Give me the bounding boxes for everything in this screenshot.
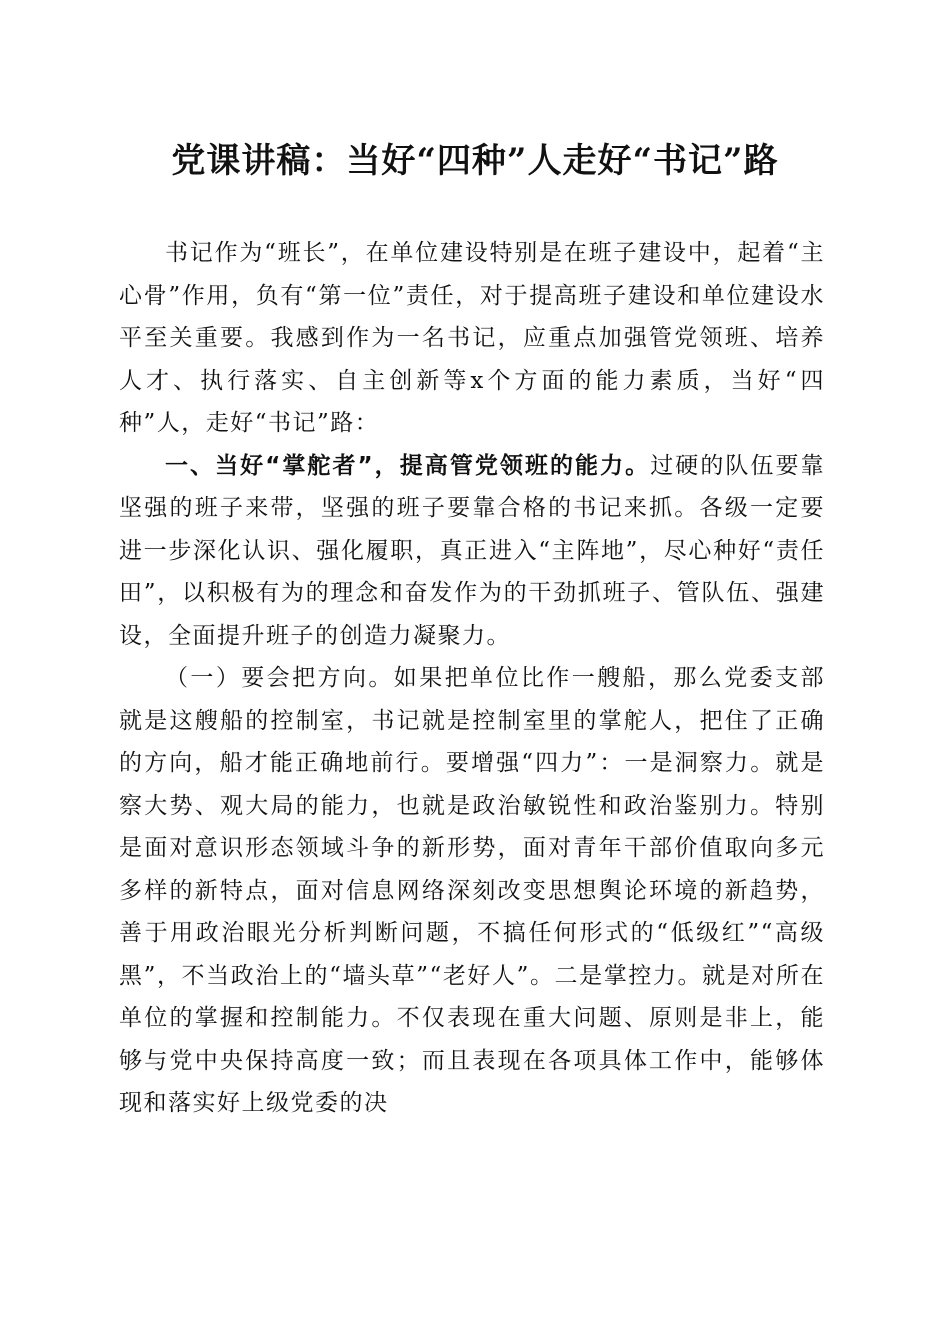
section-one-text: 过硬的队伍要靠坚强的班子来带，坚强的班子要靠合格的书记来抓。各级一定要进一步深化认识、强化履职，真正进入“主阵地”，尽心种好“责任田”，以积极有为的理念和奋发作为的干劲抓班子、管队伍、强建设，全面提升班子的创造力凝聚力。 (119, 452, 826, 649)
document-body (119, 232, 825, 1125)
paragraph-section-one (119, 445, 825, 658)
section-one-heading: 一、当好“掌舵者”，提高管党领班的能力。 (165, 452, 651, 479)
document-title: 党课讲稿：当好“四种”人走好“书记”路 (171, 141, 779, 181)
paragraph-subsection-one (119, 657, 825, 1125)
subsection-one-text: （一）要会把方向。如果把单位比作一艘船，那么党委支部就是这艘船的控制室，书记就是控制室里的掌舵人，把住了正确的方向，船才能正确地前行。要增强“四力”：一是洞察力。就是察大势、观大局的能力，也就是政治敏锐性和政治鉴别力。特别是面对意识形态领域斗争的新形势，面对青年干部价值取向多元多样的新特点，面对信息网络深刻改变思想舆论环境的新趋势，善于用政治眼光分析判断问题，不搞任何形式的“低级红”“高级黑”，不当政治上的“墙头草”“老好人”。二是掌控力。就是对所在单位的掌握和控制能力。不仅表现在重大问题、原则是非上，能够与党中央保持高度一致；而且表现在各项具体工作中，能够体现和落实好上级党委的决 (119, 665, 825, 1116)
paragraph-intro (119, 232, 825, 445)
paragraph-intro-text: 书记作为“班长”，在单位建设特别是在班子建设中，起着“主心骨”作用，负有“第一位”责任，对于提高班子建设和单位建设水平至关重要。我感到作为一名书记，应重点加强管党领班、培养人才、执行落实、自主创新等x个方面的能力素质，当好“四种”人，走好“书记”路： (119, 240, 825, 436)
